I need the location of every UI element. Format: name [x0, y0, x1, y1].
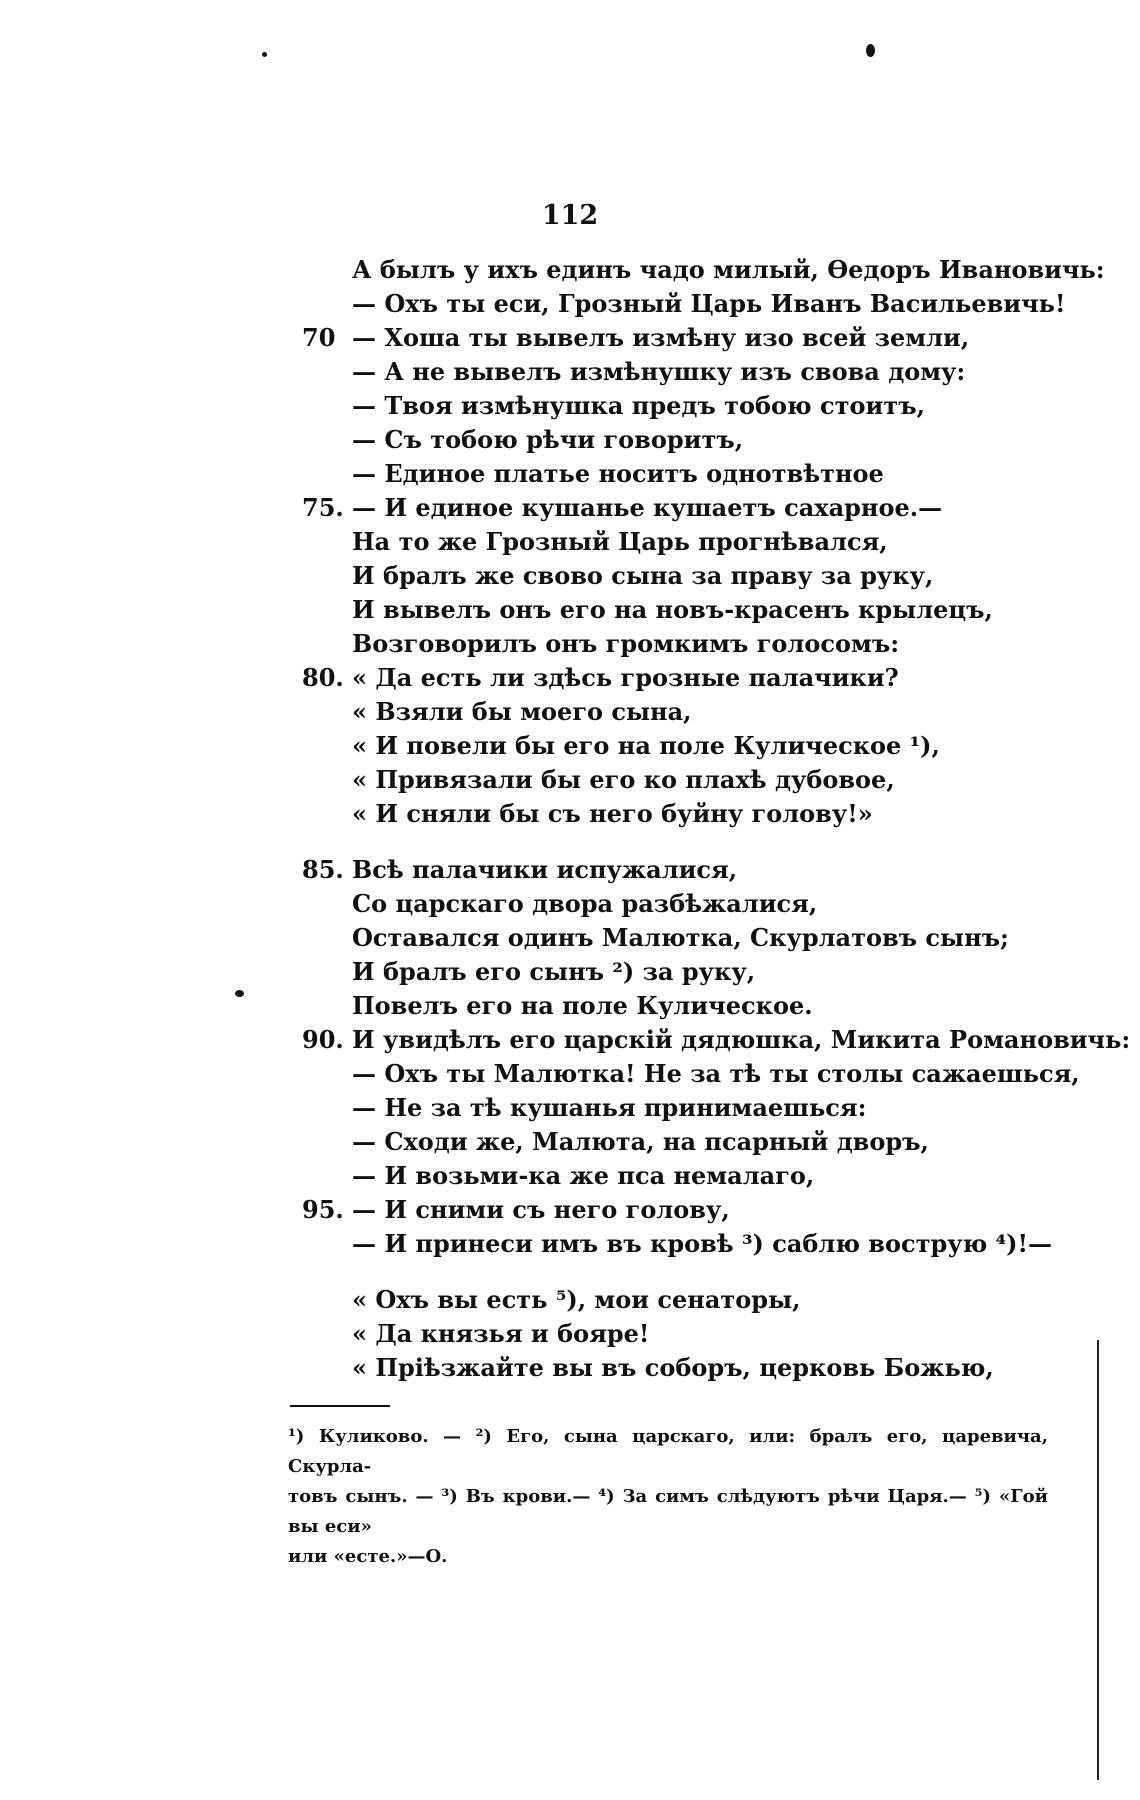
- footnote-rule: [290, 1405, 390, 1407]
- line-text: И вывелъ онъ его на новъ-красенъ крылецъ,: [352, 595, 993, 624]
- line-text: — Твоя измѣнушка предъ тобою стоитъ,: [352, 391, 925, 420]
- line-text: Всѣ палачики испужалися,: [352, 855, 738, 884]
- line-text: — Не за тѣ кушанья принимаешься:: [352, 1093, 867, 1122]
- line-text: — А не вывелъ измѣнушку изъ свова дому:: [352, 357, 966, 386]
- line-text: — Хоша ты вывелъ измѣну изо всей земли,: [352, 323, 970, 352]
- print-speck: [235, 990, 244, 997]
- line-text: — И принеси имъ въ кровѣ ³) саблю вострую ⁴)!—: [352, 1229, 1052, 1258]
- line-text: « Да есть ли здѣсь грозные палачики?: [352, 663, 899, 692]
- scan-edge-line: [1097, 1340, 1099, 1780]
- footnote-line: ¹) Куликово. — ²) Его, сына царскаго, или: бралъ его, царевича, Скурла-: [288, 1426, 1048, 1477]
- line-text: — Охъ ты еси, Грозный Царь Иванъ Васильевичь!: [352, 289, 1066, 318]
- page-number: 112: [541, 200, 599, 231]
- line-text: « И сняли бы съ него буйну голову!»: [352, 799, 873, 828]
- line-text: Со царскаго двора разбѣжалися,: [352, 889, 818, 918]
- line-text: — И единое кушанье кушаетъ сахарное.—: [352, 493, 943, 522]
- line-text: « И повели бы его на поле Кулическое ¹),: [352, 731, 940, 760]
- print-speck: [262, 52, 267, 57]
- line-text: — И сними съ него голову,: [352, 1195, 730, 1224]
- line-text: Возговорилъ онъ громкимъ голосомъ:: [352, 629, 900, 658]
- line-text: — Сходи же, Малюта, на псарный дворъ,: [352, 1127, 929, 1156]
- line-text: И бралъ его сынъ ²) за руку,: [352, 957, 756, 986]
- line-text: — Единое платье носитъ однотвѣтное: [352, 459, 884, 488]
- footnotes: [288, 1422, 1048, 1572]
- line-text: — Съ тобою рѣчи говоритъ,: [352, 425, 744, 454]
- line-number: 85.: [302, 855, 344, 884]
- line-text: « Да князья и бояре!: [352, 1319, 650, 1348]
- print-speck: [866, 44, 875, 57]
- line-number: 70: [302, 323, 336, 352]
- line-text: « Пріѣзжайте вы въ соборъ, церковь Божью,: [352, 1353, 994, 1382]
- line-text: И бралъ же свово сына за праву за руку,: [352, 561, 934, 590]
- footnote-line: товъ сынъ. — ³) Въ крови.— ⁴) За симъ слѣдуютъ рѣчи Царя.— ⁵) «Гой вы еси»: [288, 1486, 1048, 1537]
- line-text: « Взяли бы моего сына,: [352, 697, 692, 726]
- line-text: А былъ у ихъ единъ чадо милый, Өедоръ Ивановичь:: [352, 255, 1105, 284]
- footnote-line: или «есте.»—О.: [288, 1546, 448, 1567]
- line-text: И увидѣлъ его царскій дядюшка, Микита Романовичь:: [352, 1025, 1131, 1054]
- line-number: 90.: [302, 1025, 344, 1054]
- line-text: — И возьми-ка же пса немалаго,: [352, 1161, 815, 1190]
- line-text: На то же Грозный Царь прогнѣвался,: [352, 527, 888, 556]
- line-text: Повелъ его на поле Кулическое.: [352, 991, 813, 1020]
- line-number: 80.: [302, 663, 344, 692]
- line-text: Оставался одинъ Малютка, Скурлатовъ сынъ;: [352, 923, 1009, 952]
- line-number: 75.: [302, 493, 344, 522]
- line-number: 95.: [302, 1195, 344, 1224]
- line-text: « Охъ вы есть ⁵), мои сенаторы,: [352, 1285, 801, 1314]
- line-text: — Охъ ты Малютка! Не за тѣ ты столы сажаешься,: [352, 1059, 1080, 1088]
- line-text: « Привязали бы его ко плахѣ дубовое,: [352, 765, 895, 794]
